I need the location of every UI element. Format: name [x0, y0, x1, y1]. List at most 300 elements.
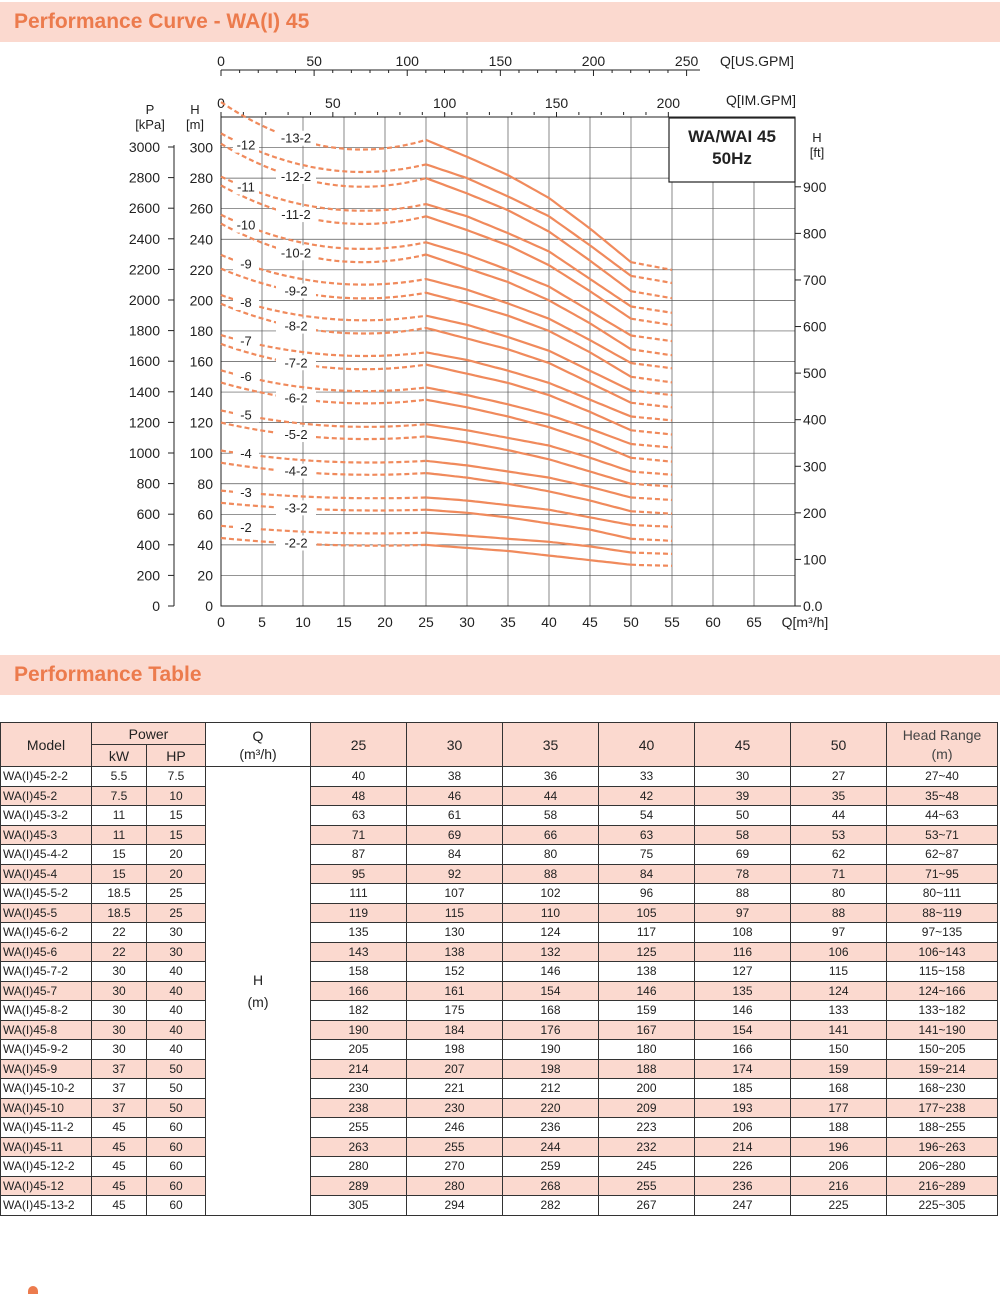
h-tick-label: 60 — [197, 506, 213, 523]
curve-label: -8 — [240, 294, 252, 310]
h-tick-label: 0 — [205, 598, 213, 614]
head-value-cell: 30 — [695, 767, 791, 787]
head-value-cell: 146 — [599, 981, 695, 1001]
hp-cell: 7.5 — [147, 767, 206, 787]
x-tick-label: 10 — [295, 614, 311, 630]
head-value-cell: 236 — [695, 1176, 791, 1196]
head-value-cell: 119 — [311, 903, 407, 923]
head-value-cell: 84 — [599, 864, 695, 884]
head-range-cell: 106~143 — [887, 942, 998, 962]
kw-cell: 5.5 — [92, 767, 147, 787]
head-value-cell: 63 — [311, 806, 407, 826]
kw-cell: 37 — [92, 1098, 147, 1118]
head-value-cell: 159 — [599, 1001, 695, 1021]
header-kw: kW — [92, 745, 147, 767]
ft-tick-label: 600 — [803, 318, 827, 335]
header-head-range-unit: (m) — [931, 745, 953, 762]
imgpm-tick-label: 200 — [656, 95, 681, 111]
x-tick-label: 40 — [541, 614, 557, 630]
model-cell: WA(I)45-2-2 — [1, 767, 92, 787]
head-value-cell: 124 — [791, 981, 887, 1001]
head-value-cell: 40 — [311, 767, 407, 787]
p-tick-label: 1400 — [128, 383, 160, 400]
h-tick-label: 260 — [189, 200, 213, 217]
usgpm-tick-label: 250 — [674, 53, 699, 69]
h-tick-label: 280 — [189, 170, 213, 187]
kw-cell: 37 — [92, 1059, 147, 1079]
kw-cell: 18.5 — [92, 884, 147, 904]
model-cell: WA(I)45-12-2 — [1, 1157, 92, 1177]
curve-label: -5-2 — [284, 427, 308, 443]
p-tick-label: 2400 — [128, 230, 160, 247]
ft-tick-label: 200 — [803, 504, 827, 521]
curve-dashed-end — [631, 472, 672, 475]
head-value-cell: 154 — [503, 981, 599, 1001]
model-cell: WA(I)45-6-2 — [1, 923, 92, 943]
kw-cell: 22 — [92, 923, 147, 943]
head-value-cell: 238 — [311, 1098, 407, 1118]
curve-label: -6 — [240, 368, 252, 384]
curve-label: -3 — [240, 484, 252, 500]
x-tick-label: 50 — [623, 614, 639, 630]
curve-label: -9 — [240, 256, 252, 272]
head-value-cell: 102 — [503, 884, 599, 904]
head-value-cell: 154 — [695, 1020, 791, 1040]
head-value-cell: 80 — [503, 845, 599, 865]
curve-solid — [426, 352, 631, 416]
head-value-cell: 48 — [311, 786, 407, 806]
p-tick-label: 1200 — [128, 414, 160, 431]
x-tick-label: 55 — [664, 614, 680, 630]
head-value-cell: 107 — [407, 884, 503, 904]
ft-tick-label: 900 — [803, 178, 827, 195]
header-flow-25: 25 — [311, 723, 407, 767]
curve-label: -5 — [240, 407, 252, 423]
h-tick-label: 180 — [189, 322, 213, 339]
hp-cell: 60 — [147, 1118, 206, 1138]
head-value-cell: 200 — [599, 1079, 695, 1099]
head-value-cell: 117 — [599, 923, 695, 943]
head-range-cell: 53~71 — [887, 825, 998, 845]
head-range-cell: 71~95 — [887, 864, 998, 884]
p-tick-label: 2200 — [128, 261, 160, 278]
head-value-cell: 42 — [599, 786, 695, 806]
curve-dashed-end — [631, 498, 672, 501]
head-value-cell: 69 — [695, 845, 791, 865]
kw-cell: 30 — [92, 962, 147, 982]
head-range-cell: 159~214 — [887, 1059, 998, 1079]
head-range-cell: 115~158 — [887, 962, 998, 982]
imgpm-tick-label: 100 — [432, 95, 457, 111]
ft-tick-label: 100 — [803, 551, 827, 568]
hp-cell: 40 — [147, 1020, 206, 1040]
hp-cell: 50 — [147, 1098, 206, 1118]
curve-dashed-end — [631, 430, 672, 434]
curve-label: -6-2 — [284, 390, 308, 406]
head-value-cell: 75 — [599, 845, 695, 865]
head-value-cell: 146 — [695, 1001, 791, 1021]
table-row — [1, 1001, 998, 1021]
head-value-cell: 166 — [695, 1040, 791, 1060]
curve-dashed-end — [631, 553, 672, 554]
ft-tick-label: 300 — [803, 458, 827, 475]
head-value-cell: 168 — [503, 1001, 599, 1021]
p-tick-label: 200 — [136, 567, 160, 584]
head-value-cell: 280 — [311, 1157, 407, 1177]
head-range-cell: 216~289 — [887, 1176, 998, 1196]
kw-cell: 45 — [92, 1137, 147, 1157]
header-head-range-label: Head Range — [902, 726, 982, 743]
head-range-cell: 62~87 — [887, 845, 998, 865]
head-range-cell: 177~238 — [887, 1098, 998, 1118]
curve-label: -11 — [237, 179, 255, 195]
curve-solid — [426, 461, 631, 498]
kw-cell: 7.5 — [92, 786, 147, 806]
head-value-cell: 84 — [407, 845, 503, 865]
curve-dashed-end — [631, 377, 672, 383]
curve-dashed-start — [221, 383, 426, 404]
curve-solid — [426, 293, 631, 377]
head-value-cell: 58 — [695, 825, 791, 845]
head-value-cell: 166 — [311, 981, 407, 1001]
head-value-cell: 111 — [311, 884, 407, 904]
head-value-cell: 182 — [311, 1001, 407, 1021]
imgpm-tick-label: 150 — [544, 95, 569, 111]
hp-cell: 60 — [147, 1176, 206, 1196]
curve-dashed-end — [631, 319, 672, 325]
kw-cell: 45 — [92, 1118, 147, 1138]
head-value-cell: 225 — [791, 1196, 887, 1216]
curve-dashed-end — [631, 276, 672, 283]
head-range-cell: 188~255 — [887, 1118, 998, 1138]
model-cell: WA(I)45-4-2 — [1, 845, 92, 865]
head-value-cell: 143 — [311, 942, 407, 962]
kw-cell: 15 — [92, 845, 147, 865]
ft-axis-label: H — [812, 130, 822, 145]
curve-label: -12-2 — [280, 168, 312, 184]
hp-cell: 15 — [147, 806, 206, 826]
curve-dashed-start — [221, 538, 426, 546]
curve-dashed-start — [221, 423, 426, 443]
head-range-cell: 196~263 — [887, 1137, 998, 1157]
curve-dashed-end — [631, 262, 672, 270]
p-tick-label: 2800 — [128, 169, 160, 186]
header-flow-50: 50 — [791, 723, 887, 767]
head-value-cell: 168 — [791, 1079, 887, 1099]
head-value-cell: 255 — [599, 1176, 695, 1196]
head-value-cell: 198 — [407, 1040, 503, 1060]
p-tick-label: 2600 — [128, 200, 160, 217]
x-tick-label: 0 — [217, 614, 225, 630]
curve-dashed-end — [631, 458, 672, 462]
curve-dashed-end — [631, 444, 672, 448]
head-value-cell: 209 — [599, 1098, 695, 1118]
head-value-cell: 230 — [407, 1098, 503, 1118]
head-value-cell: 159 — [791, 1059, 887, 1079]
model-cell: WA(I)45-8 — [1, 1020, 92, 1040]
header-flow-40: 40 — [599, 723, 695, 767]
x-axis-unit: Q[m³/h] — [781, 614, 829, 630]
table-row — [1, 884, 998, 904]
head-value-cell: 232 — [599, 1137, 695, 1157]
head-value-cell: 53 — [791, 825, 887, 845]
head-value-cell: 214 — [695, 1137, 791, 1157]
head-value-cell: 135 — [311, 923, 407, 943]
curve-dashed-end — [631, 525, 672, 527]
curve-label: -7 — [240, 333, 252, 349]
model-cell: WA(I)45-2 — [1, 786, 92, 806]
table-section-header — [0, 655, 1000, 695]
h-tick-label: 160 — [189, 353, 213, 370]
header-flow-30: 30 — [407, 723, 503, 767]
head-value-cell: 106 — [791, 942, 887, 962]
p-tick-label: 1000 — [128, 445, 160, 461]
h-tick-label: 300 — [189, 139, 213, 156]
table-row — [1, 981, 998, 1001]
h-tick-label: 140 — [189, 384, 213, 401]
curve-label: -13-2 — [280, 130, 312, 146]
head-value-cell: 282 — [503, 1196, 599, 1216]
head-value-cell: 180 — [599, 1040, 695, 1060]
curve-label: -2-2 — [284, 535, 308, 551]
curve-label: -4 — [240, 446, 252, 462]
table-row — [1, 903, 998, 923]
head-value-cell: 184 — [407, 1020, 503, 1040]
head-value-cell: 255 — [311, 1118, 407, 1138]
head-value-cell: 226 — [695, 1157, 791, 1177]
head-value-cell: 167 — [599, 1020, 695, 1040]
head-value-cell: 190 — [311, 1020, 407, 1040]
head-range-cell: 206~280 — [887, 1157, 998, 1177]
head-value-cell: 267 — [599, 1196, 695, 1216]
curve-solid — [426, 533, 631, 553]
hp-cell: 50 — [147, 1079, 206, 1099]
header-flow-35: 35 — [503, 723, 599, 767]
table-section-title: Performance Table — [14, 663, 202, 686]
head-value-cell: 61 — [407, 806, 503, 826]
table-row — [1, 1040, 998, 1060]
head-value-cell: 152 — [407, 962, 503, 982]
model-cell: WA(I)45-10-2 — [1, 1079, 92, 1099]
head-value-cell: 69 — [407, 825, 503, 845]
head-value-cell: 220 — [503, 1098, 599, 1118]
head-value-cell: 280 — [407, 1176, 503, 1196]
model-cell: WA(I)45-12 — [1, 1176, 92, 1196]
head-value-cell: 255 — [407, 1137, 503, 1157]
head-value-cell: 92 — [407, 864, 503, 884]
model-cell: WA(I)45-10 — [1, 1098, 92, 1118]
head-value-cell: 212 — [503, 1079, 599, 1099]
kw-cell: 30 — [92, 1020, 147, 1040]
curve-solid — [426, 328, 631, 403]
head-value-cell: 38 — [407, 767, 503, 787]
curve-label: -8-2 — [284, 318, 308, 334]
model-box-frequency: 50Hz — [712, 149, 752, 168]
h-tick-label: 80 — [197, 475, 213, 492]
head-value-cell: 216 — [791, 1176, 887, 1196]
table-row — [1, 1079, 998, 1099]
h-tick-label: 220 — [189, 261, 213, 278]
performance-table — [0, 722, 998, 1216]
head-value-cell: 36 — [503, 767, 599, 787]
ft-tick-label: 800 — [803, 225, 827, 242]
head-value-cell: 115 — [791, 962, 887, 982]
head-value-cell: 246 — [407, 1118, 503, 1138]
h-tick-label: 20 — [197, 567, 213, 584]
kw-cell: 37 — [92, 1079, 147, 1099]
curve-dashed-end — [631, 336, 672, 342]
head-value-cell: 185 — [695, 1079, 791, 1099]
p-tick-label: 0 — [152, 598, 160, 614]
kw-cell: 45 — [92, 1176, 147, 1196]
head-value-cell: 127 — [695, 962, 791, 982]
table-row — [1, 786, 998, 806]
ft-tick-label: 700 — [803, 271, 827, 288]
kw-cell: 11 — [92, 806, 147, 826]
curve-dashed-end — [631, 391, 672, 396]
usgpm-tick-label: 0 — [217, 53, 225, 69]
p-tick-label: 400 — [136, 536, 160, 553]
head-value-cell: 206 — [791, 1157, 887, 1177]
hp-cell: 15 — [147, 825, 206, 845]
curve-dashed-end — [631, 484, 672, 487]
head-value-cell: 206 — [695, 1118, 791, 1138]
head-value-cell: 259 — [503, 1157, 599, 1177]
hp-cell: 60 — [147, 1137, 206, 1157]
head-value-cell: 176 — [503, 1020, 599, 1040]
head-value-cell: 80 — [791, 884, 887, 904]
usgpm-axis-unit: Q[US.GPM] — [720, 53, 794, 69]
head-value-cell: 138 — [407, 942, 503, 962]
curve-label: -11-2 — [281, 207, 311, 223]
head-value-cell: 174 — [695, 1059, 791, 1079]
header-head-range — [887, 723, 998, 767]
model-cell: WA(I)45-7-2 — [1, 962, 92, 982]
kw-cell: 30 — [92, 981, 147, 1001]
head-range-cell: 80~111 — [887, 884, 998, 904]
page-corner-mark — [28, 1286, 38, 1294]
curve-dashed-end — [631, 349, 672, 355]
head-value-cell: 188 — [791, 1118, 887, 1138]
head-value-cell: 54 — [599, 806, 695, 826]
head-value-cell: 150 — [791, 1040, 887, 1060]
head-value-cell: 132 — [503, 942, 599, 962]
head-value-cell: 247 — [695, 1196, 791, 1216]
table-row — [1, 1098, 998, 1118]
model-cell: WA(I)45-7 — [1, 981, 92, 1001]
head-value-cell: 95 — [311, 864, 407, 884]
head-value-cell: 71 — [311, 825, 407, 845]
head-value-cell: 177 — [791, 1098, 887, 1118]
head-value-cell: 244 — [503, 1137, 599, 1157]
usgpm-tick-label: 50 — [306, 53, 322, 69]
kw-cell: 30 — [92, 1040, 147, 1060]
table-row — [1, 923, 998, 943]
head-value-cell: 193 — [695, 1098, 791, 1118]
hp-cell: 30 — [147, 923, 206, 943]
table-row — [1, 1137, 998, 1157]
head-value-cell: 44 — [503, 786, 599, 806]
curve-dashed-end — [631, 417, 672, 421]
head-value-cell: 135 — [695, 981, 791, 1001]
hp-cell: 60 — [147, 1157, 206, 1177]
head-value-cell: 71 — [791, 864, 887, 884]
head-value-cell: 161 — [407, 981, 503, 1001]
head-value-cell: 223 — [599, 1118, 695, 1138]
table-row — [1, 1020, 998, 1040]
model-cell: WA(I)45-8-2 — [1, 1001, 92, 1021]
kw-cell: 45 — [92, 1196, 147, 1216]
model-cell: WA(I)45-9-2 — [1, 1040, 92, 1060]
head-value-cell: 97 — [695, 903, 791, 923]
kw-cell: 15 — [92, 864, 147, 884]
model-cell: WA(I)45-3 — [1, 825, 92, 845]
head-value-cell: 44 — [791, 806, 887, 826]
head-value-cell: 196 — [791, 1137, 887, 1157]
head-value-cell: 33 — [599, 767, 695, 787]
p-tick-label: 1800 — [128, 322, 160, 339]
curve-solid — [426, 140, 631, 262]
hp-cell: 20 — [147, 845, 206, 865]
h-unit-cell — [206, 767, 311, 1216]
head-value-cell: 96 — [599, 884, 695, 904]
head-value-cell: 230 — [311, 1079, 407, 1099]
model-cell: WA(I)45-5 — [1, 903, 92, 923]
hp-cell: 40 — [147, 1001, 206, 1021]
head-value-cell: 115 — [407, 903, 503, 923]
head-value-cell: 110 — [503, 903, 599, 923]
h-tick-label: 120 — [189, 414, 213, 431]
curve-dashed-end — [631, 511, 672, 513]
hp-cell: 20 — [147, 864, 206, 884]
table-row — [1, 1059, 998, 1079]
table-row — [1, 1118, 998, 1138]
p-tick-label: 800 — [136, 475, 160, 492]
hp-cell: 30 — [147, 942, 206, 962]
header-flow-45: 45 — [695, 723, 791, 767]
h-axis-label: H — [190, 102, 200, 117]
usgpm-tick-label: 100 — [395, 53, 419, 69]
head-value-cell: 141 — [791, 1020, 887, 1040]
curve-label: -10 — [236, 217, 256, 233]
head-value-cell: 175 — [407, 1001, 503, 1021]
x-tick-label: 45 — [582, 614, 598, 630]
model-cell: WA(I)45-5-2 — [1, 884, 92, 904]
model-cell: WA(I)45-6 — [1, 942, 92, 962]
x-tick-label: 35 — [500, 614, 516, 630]
x-tick-label: 30 — [459, 614, 475, 630]
curve-solid — [426, 473, 631, 511]
kw-cell: 18.5 — [92, 903, 147, 923]
curve-dashed-end — [631, 363, 672, 368]
head-value-cell: 214 — [311, 1059, 407, 1079]
head-value-cell: 190 — [503, 1040, 599, 1060]
head-value-cell: 221 — [407, 1079, 503, 1099]
head-value-cell: 138 — [599, 962, 695, 982]
head-value-cell: 146 — [503, 962, 599, 982]
h-tick-label: 40 — [197, 536, 213, 553]
curve-label: -9-2 — [284, 283, 308, 299]
p-tick-label: 1600 — [128, 353, 160, 370]
head-range-cell: 141~190 — [887, 1020, 998, 1040]
head-value-cell: 305 — [311, 1196, 407, 1216]
table-row — [1, 864, 998, 884]
head-value-cell: 158 — [311, 962, 407, 982]
head-range-cell: 168~230 — [887, 1079, 998, 1099]
model-box-name: WA/WAI 45 — [688, 127, 776, 146]
hp-cell: 25 — [147, 884, 206, 904]
table-row — [1, 1196, 998, 1216]
